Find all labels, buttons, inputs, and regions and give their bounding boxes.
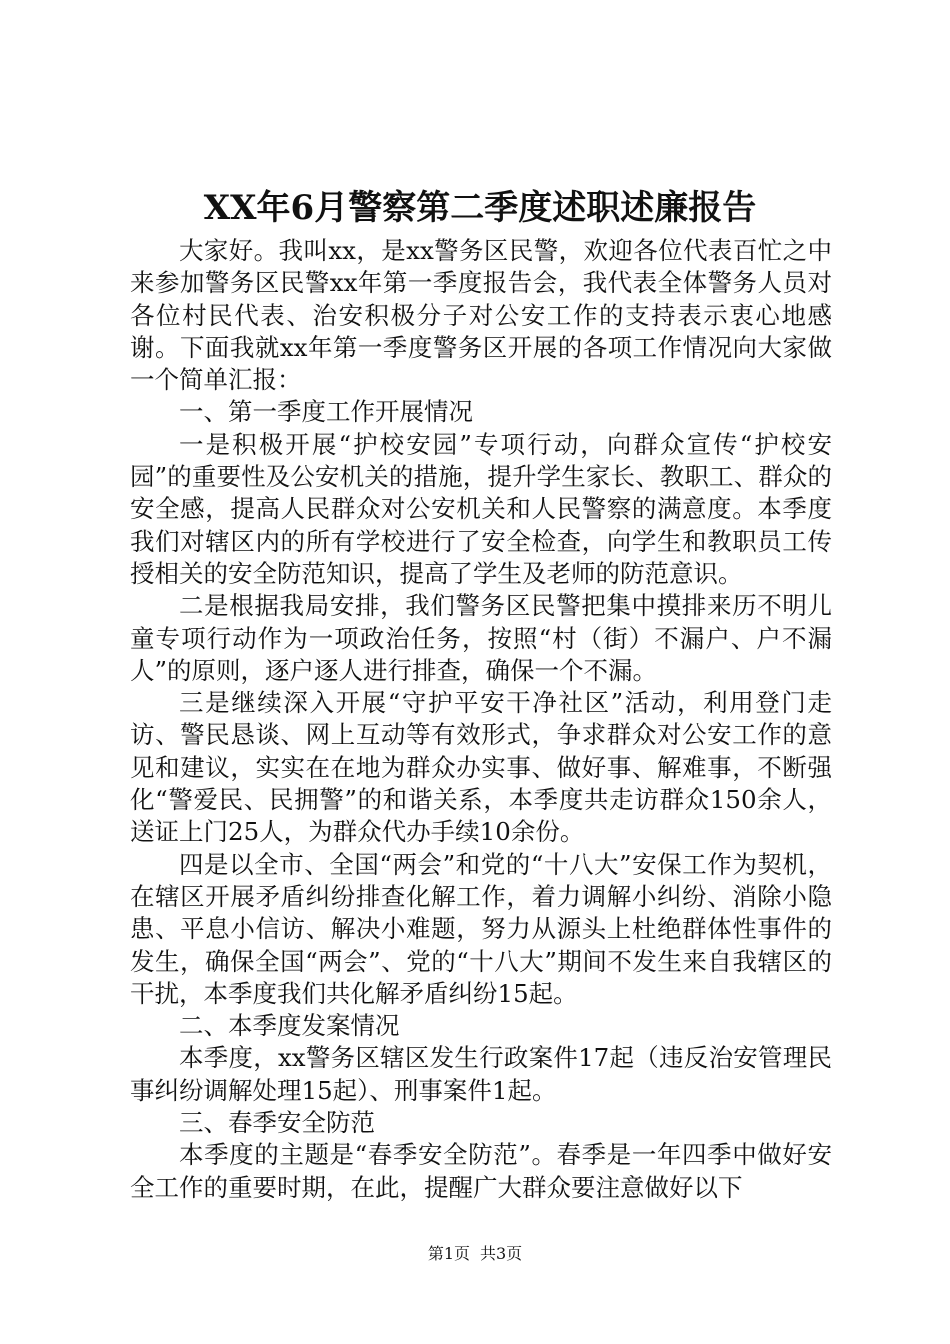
page-footer xyxy=(0,1243,950,1265)
section-heading-2: 二、本季度发案情况 xyxy=(179,1011,400,1041)
paragraph-item-2: 二是根据我局安排，我们警务区民警把集中摸排来历不明儿童专项行动作为一项政治任务，按照“村（街）不漏户、户不漏人”的原则，逐户逐人进行排查，确保一个不漏。 xyxy=(130,591,832,685)
document-title: XX年6月警察第二季度述职述廉报告 xyxy=(203,188,757,228)
paragraph-item-1: 一是积极开展“护校安园”专项行动，向群众宣传“护校安园”的重要性及公安机关的措施，提升学生家长、教职工、群众的安全感，提高人民群众对公安机关和人民警察的满意度。本季度我们对辖区内的所有学校进行了安全检查，向学生和教职员工传授相关的安全防范知识，提高了学生及老师的防范意识。 xyxy=(130,429,832,588)
paragraph-cases: 本季度，xx警务区辖区发生行政案件17起（违反治安管理民事纠纷调解处理15起）、刑事案件1起。 xyxy=(130,1043,832,1105)
paragraph-spring: 本季度的主题是“春季安全防范”。春季是一年四季中做好安全工作的重要时期，在此，提醒广大群众要注意做好以下 xyxy=(130,1140,832,1202)
page-total: 共3页 xyxy=(480,1244,523,1263)
paragraph-intro: 大家好。我叫xx，是xx警务区民警，欢迎各位代表百忙之中来参加警务区民警xx年第一季度报告会，我代表全体警务人员对各位村民代表、治安积极分子对公安工作的支持表示衷心地感谢。下面我就xx年第一季度警务区开展的各项工作情况向大家做一个简单汇报： xyxy=(130,236,832,395)
section-heading-1: 一、第一季度工作开展情况 xyxy=(179,397,473,427)
paragraph-item-3: 三是继续深入开展“守护平安干净社区”活动，利用登门走访、警民恳谈、网上互动等有效形式，争求群众对公安工作的意见和建议，实实在在地为群众办实事、做好事、解难事，不断强化“警爱民、民拥警”的和谐关系，本季度共走访群众150余人，送证上门25人，为群众代办手续10余份。 xyxy=(130,688,832,847)
section-heading-3: 三、春季安全防范 xyxy=(179,1108,375,1138)
paragraph-item-4: 四是以全市、全国“两会”和党的“十八大”安保工作为契机，在辖区开展矛盾纠纷排查化解工作，着力调解小纠纷、消除小隐患、平息小信访、解决小难题，努力从源头上杜绝群体性事件的发生，确保全国“两会”、党的“十八大”期间不发生来自我辖区的干扰，本季度我们共化解矛盾纠纷15起。 xyxy=(130,849,832,1008)
document-body xyxy=(130,235,832,1204)
page-number: 第1页 xyxy=(427,1244,470,1263)
